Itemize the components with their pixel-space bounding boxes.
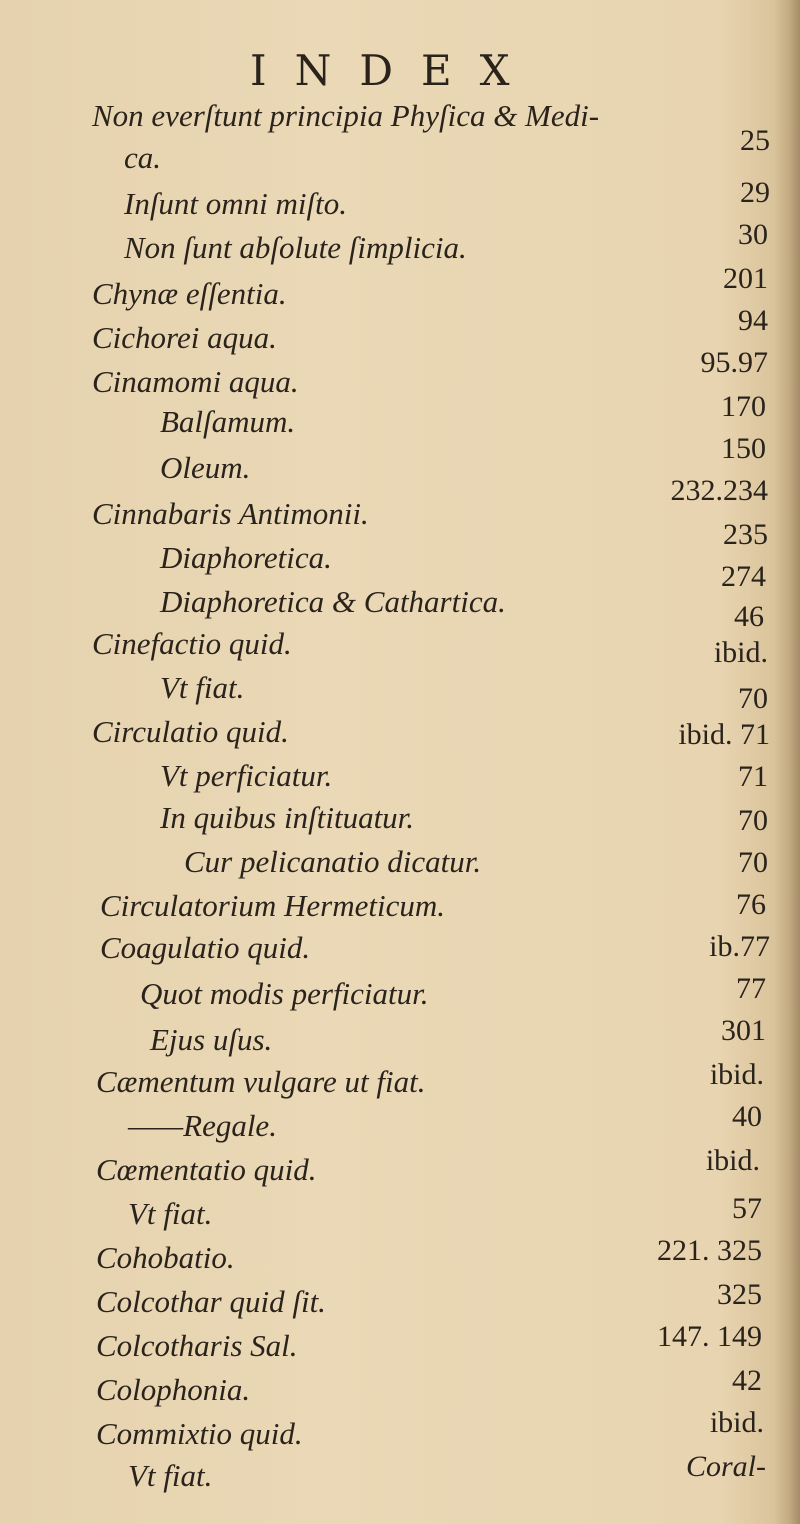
index-entry-8: Oleum.: [160, 450, 251, 485]
index-entry-11: Diaphoretica & Cathartica.: [160, 584, 506, 619]
page-ref-10: 235: [723, 518, 768, 551]
index-entry-28: Colcotharis Sal.: [96, 1328, 298, 1363]
page-ref-3: 30: [738, 218, 768, 251]
page-header: INDEX: [250, 46, 538, 95]
index-entry-27: Colcothar quid ſit.: [96, 1284, 326, 1319]
page-ref-20: ib.77: [709, 930, 770, 963]
index-entry-19: Coagulatio quid.: [100, 930, 311, 965]
index-entry-7: Balſamum.: [160, 404, 296, 439]
index-entry-12: Cinefactio quid.: [92, 626, 292, 661]
index-entry-24: Cœmentatio quid.: [96, 1152, 317, 1187]
page-ref-9: 232.234: [670, 474, 768, 507]
page-ref-24: 40: [732, 1100, 762, 1133]
index-entry-18: Circulatorium Hermeticum.: [100, 888, 445, 923]
index-entry-1: ca.: [124, 140, 162, 175]
page-ref-26: 57: [732, 1192, 762, 1225]
page-ref-19: 76: [736, 888, 766, 921]
index-entry-0: Non everſtunt principia Phyſica & Medi-: [92, 98, 600, 133]
index-entry-23: ——Regale.: [128, 1108, 277, 1143]
page-ref-1: 25: [740, 124, 770, 157]
index-entry-21: Ejus uſus.: [150, 1022, 273, 1057]
index-entry-22: Cæmentum vulgare ut fiat.: [96, 1064, 426, 1099]
index-entry-17: Cur pelicanatio dicatur.: [184, 844, 482, 879]
page-ref-2: 29: [740, 176, 770, 209]
page-ref-6: 95.97: [700, 346, 768, 379]
page-ref-8: 150: [721, 432, 766, 465]
page-ref-28: 325: [717, 1278, 762, 1311]
index-entry-10: Diaphoretica.: [160, 540, 332, 575]
page-ref-22: 301: [721, 1014, 766, 1047]
page-ref-14: 70: [738, 682, 768, 715]
page-ref-25: ibid.: [705, 1144, 760, 1177]
index-entry-30: Commixtio quid.: [96, 1416, 303, 1451]
page-ref-27: 221. 325: [657, 1234, 762, 1267]
index-entry-2: Inſunt omni miſto.: [124, 186, 348, 221]
index-entry-4: Chynæ eſſentia.: [92, 276, 287, 311]
page-ref-12: 46: [734, 600, 764, 633]
index-entry-25: Vt fiat.: [128, 1196, 213, 1231]
page-ref-21: 77: [736, 972, 766, 1005]
page-ref-4: 201: [723, 262, 768, 295]
index-entry-15: Vt perficiatur.: [160, 758, 333, 793]
catchword: Coral-: [685, 1450, 766, 1483]
page-ref-17: 70: [738, 804, 768, 837]
index-entry-20: Quot modis perficiatur.: [140, 976, 429, 1011]
page-ref-5: 94: [738, 304, 768, 337]
page-ref-30: 42: [732, 1364, 762, 1397]
page-gutter-shadow: [774, 0, 800, 1524]
page-ref-18: 70: [738, 846, 768, 879]
index-entry-9: Cinnabaris Antimonii.: [92, 496, 369, 531]
index-entry-13: Vt fiat.: [160, 670, 245, 705]
page-ref-23: ibid.: [709, 1058, 764, 1091]
page-ref-31: ibid.: [709, 1406, 764, 1439]
index-entry-29: Colophonia.: [96, 1372, 251, 1407]
index-entry-14: Circulatio quid.: [92, 714, 289, 749]
index-entry-26: Cohobatio.: [96, 1240, 235, 1275]
page-ref-29: 147. 149: [657, 1320, 762, 1353]
index-entry-6: Cinamomi aqua.: [92, 364, 299, 399]
page-ref-13: ibid.: [713, 636, 768, 669]
index-entry-5: Cichorei aqua.: [92, 320, 277, 355]
page-ref-7: 170: [721, 390, 766, 423]
index-entry-16: In quibus inſtituatur.: [160, 800, 415, 835]
index-entry-31: Vt fiat.: [128, 1458, 213, 1493]
page-ref-11: 274: [721, 560, 766, 593]
page-ref-16: 71: [738, 760, 768, 793]
index-entry-3: Non ſunt abſolute ſimplicia.: [124, 230, 467, 265]
page-ref-15: ibid. 71: [678, 718, 770, 751]
